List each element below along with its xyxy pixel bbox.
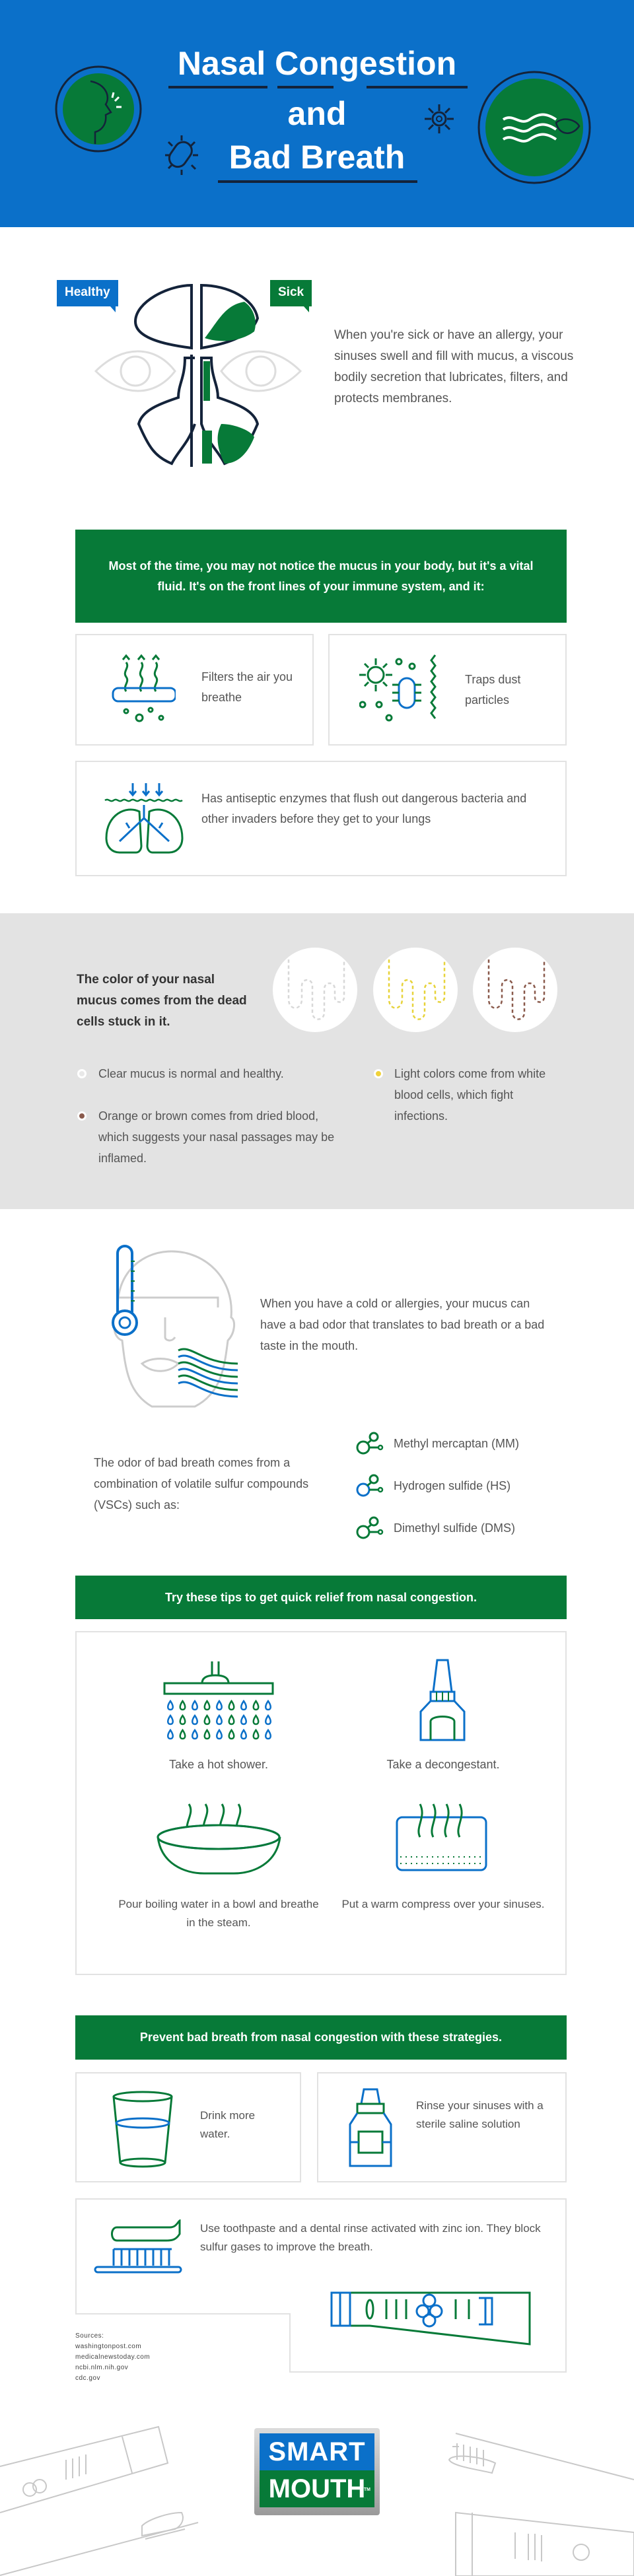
logo-mouth-text: MOUTH <box>268 2474 366 2503</box>
bullet-clear <box>77 1069 87 1078</box>
water-drop-icon <box>205 1716 210 1724</box>
compound-item <box>355 1430 519 1457</box>
vsc-description: The odor of bad breath comes from a combination of volatile sulfur compounds (VSCs) such as: <box>94 1456 309 1512</box>
toothpaste-tube-icon <box>330 2280 532 2346</box>
mucus-sample-yellow <box>373 948 458 1032</box>
prevent-banner: Prevent bad breath from nasal congestion with these strategies. <box>75 2015 567 2060</box>
sick-face-thermometer-icon <box>99 1245 241 1410</box>
toothbrush-icon <box>94 2219 183 2279</box>
decorative-toothpaste-left <box>0 2420 211 2576</box>
water-drop-icon <box>180 1701 186 1710</box>
water-drop-icon <box>229 1701 234 1710</box>
function-text: Traps dust particles <box>465 673 521 707</box>
sinus-description: When you're sick or have an allergy, your sinuses swell and fill with mucus, a viscous bodily secretion that lubricates, filters, and protects membranes. <box>334 328 574 405</box>
water-drop-icon <box>192 1730 197 1739</box>
mucus-drip-icon <box>473 948 557 1032</box>
sick-label: Sick <box>278 285 304 299</box>
warm-compress-icon <box>394 1797 493 1873</box>
water-drop-icon <box>180 1730 186 1739</box>
compound-item <box>355 1515 519 1541</box>
function-text: Filters the air you breathe <box>201 670 293 704</box>
compound-name: Hydrogen sulfide (HS) <box>394 1479 511 1492</box>
function-text: Has antiseptic enzymes that flush out dangerous bacteria and other invaders before they get to your lungs <box>201 792 527 825</box>
title-underline <box>218 180 417 183</box>
tips-card <box>75 1631 567 1975</box>
saline-bottle-icon <box>348 2088 393 2169</box>
mucus-drip-icon <box>373 948 458 1032</box>
title-line-3: Bad Breath <box>229 139 405 176</box>
bullet-text: Light colors come from white blood cells, which fight infections. <box>394 1067 546 1123</box>
logo-trademark: TM <box>363 2488 370 2492</box>
source-link[interactable]: medicalnewstoday.com <box>75 2353 151 2361</box>
card-edge <box>75 2313 291 2315</box>
molecule-icon <box>355 1473 384 1499</box>
shower-icon <box>162 1660 275 1743</box>
water-drop-icon <box>205 1730 210 1739</box>
logo-smart: SMART <box>260 2433 374 2470</box>
water-drop-icon <box>254 1701 259 1710</box>
water-drop-icon <box>229 1730 234 1739</box>
water-drop-icon <box>229 1716 234 1724</box>
function-card-dust <box>328 634 567 746</box>
title-line-2: and <box>287 95 347 132</box>
water-drop-icon <box>241 1716 246 1724</box>
compound-name: Dimethyl sulfide (DMS) <box>394 1521 516 1535</box>
molecule-icon <box>355 1430 384 1457</box>
water-drop-icon <box>205 1701 210 1710</box>
title-underline <box>367 86 468 88</box>
tip-text: Pour boiling water in a bowl and breathe in the steam. <box>118 1898 319 1929</box>
function-card-antiseptic <box>75 761 567 876</box>
water-drop-icon <box>265 1716 271 1724</box>
sources-label: Sources: <box>75 2332 104 2340</box>
mucus-color-heading: The color of your nasal mucus comes from the dead cells stuck in it. <box>77 973 247 1029</box>
water-drop-icon <box>254 1730 259 1739</box>
title-underline <box>277 86 334 88</box>
strategy-text: Rinse your sinuses with a sterile saline solution <box>416 2099 544 2130</box>
sinus-diagram <box>92 272 304 470</box>
air-filter-icon <box>110 652 176 728</box>
mucus-drip-icon <box>273 948 357 1032</box>
water-drop-icon <box>180 1716 186 1724</box>
mucus-sample-brown <box>473 948 557 1032</box>
water-drop-icon <box>254 1716 259 1724</box>
water-drop-icon <box>192 1716 197 1724</box>
decongestant-bottle-icon <box>419 1659 466 1741</box>
strategy-text: Use toothpaste and a dental rinse activated with zinc ion. They block sulfur gases to improve the breath. <box>200 2222 541 2253</box>
water-drop-icon <box>168 1716 173 1724</box>
water-drop-icon <box>168 1701 173 1710</box>
bullet-yellow <box>374 1069 383 1078</box>
tips-banner: Try these tips to get quick relief from nasal congestion. <box>75 1576 567 1619</box>
compound-list <box>355 1430 519 1541</box>
water-drop-icon <box>168 1730 173 1739</box>
sources <box>75 2331 150 2384</box>
strategy-card-water <box>75 2072 301 2182</box>
molecule-icon <box>355 1515 384 1541</box>
mucus-intro-banner: Most of the time, you may not notice the mucus in your body, but it's a vital fluid. It's on the front lines of your immune system, and it: <box>75 530 567 623</box>
water-drop-icon <box>265 1730 271 1739</box>
strategy-card-rinse <box>317 2072 567 2182</box>
water-drop-icon <box>217 1701 222 1710</box>
source-link[interactable]: cdc.gov <box>75 2375 100 2382</box>
healthy-label: Healthy <box>65 285 110 299</box>
mucus-sample-clear <box>273 948 357 1032</box>
water-drop-icon <box>192 1701 197 1710</box>
water-drop-icon <box>241 1730 246 1739</box>
title-underline <box>168 86 267 88</box>
compound-name: Methyl mercaptan (MM) <box>394 1436 520 1450</box>
lungs-icon <box>103 782 186 854</box>
steam-bowl-icon <box>153 1797 285 1877</box>
germ-icon <box>359 652 445 731</box>
decorative-toothbrush-right <box>423 2420 634 2576</box>
water-glass-icon <box>112 2090 174 2169</box>
header-banner <box>0 0 634 227</box>
water-drop-icon <box>217 1716 222 1724</box>
title-line-1: Nasal Congestion <box>177 45 457 82</box>
bullet-text: Orange or brown comes from dried blood, which suggests your nasal passages may be inflamed. <box>98 1109 335 1165</box>
tip-text: Put a warm compress over your sinuses. <box>341 1898 545 1910</box>
bullet-text: Clear mucus is normal and healthy. <box>98 1067 284 1080</box>
function-card-filter <box>75 634 314 746</box>
tip-text: Take a hot shower. <box>168 1758 269 1771</box>
smart-mouth-logo <box>254 2428 380 2515</box>
logo-mouth <box>260 2470 374 2507</box>
source-link[interactable]: ncbi.nlm.nih.gov <box>75 2364 129 2371</box>
water-drop-icon <box>241 1701 246 1710</box>
source-link[interactable]: washingtonpost.com <box>75 2343 142 2350</box>
compound-item <box>355 1473 519 1499</box>
tip-text: Take a decongestant. <box>386 1758 500 1771</box>
water-drop-icon <box>217 1730 222 1739</box>
odor-description: When you have a cold or allergies, your mucus can have a bad odor that translates to bad breath or a bad taste in the mouth. <box>260 1297 545 1352</box>
water-drop-icon <box>265 1701 271 1710</box>
bullet-brown <box>77 1111 87 1121</box>
strategy-text: Drink more water. <box>200 2109 256 2140</box>
